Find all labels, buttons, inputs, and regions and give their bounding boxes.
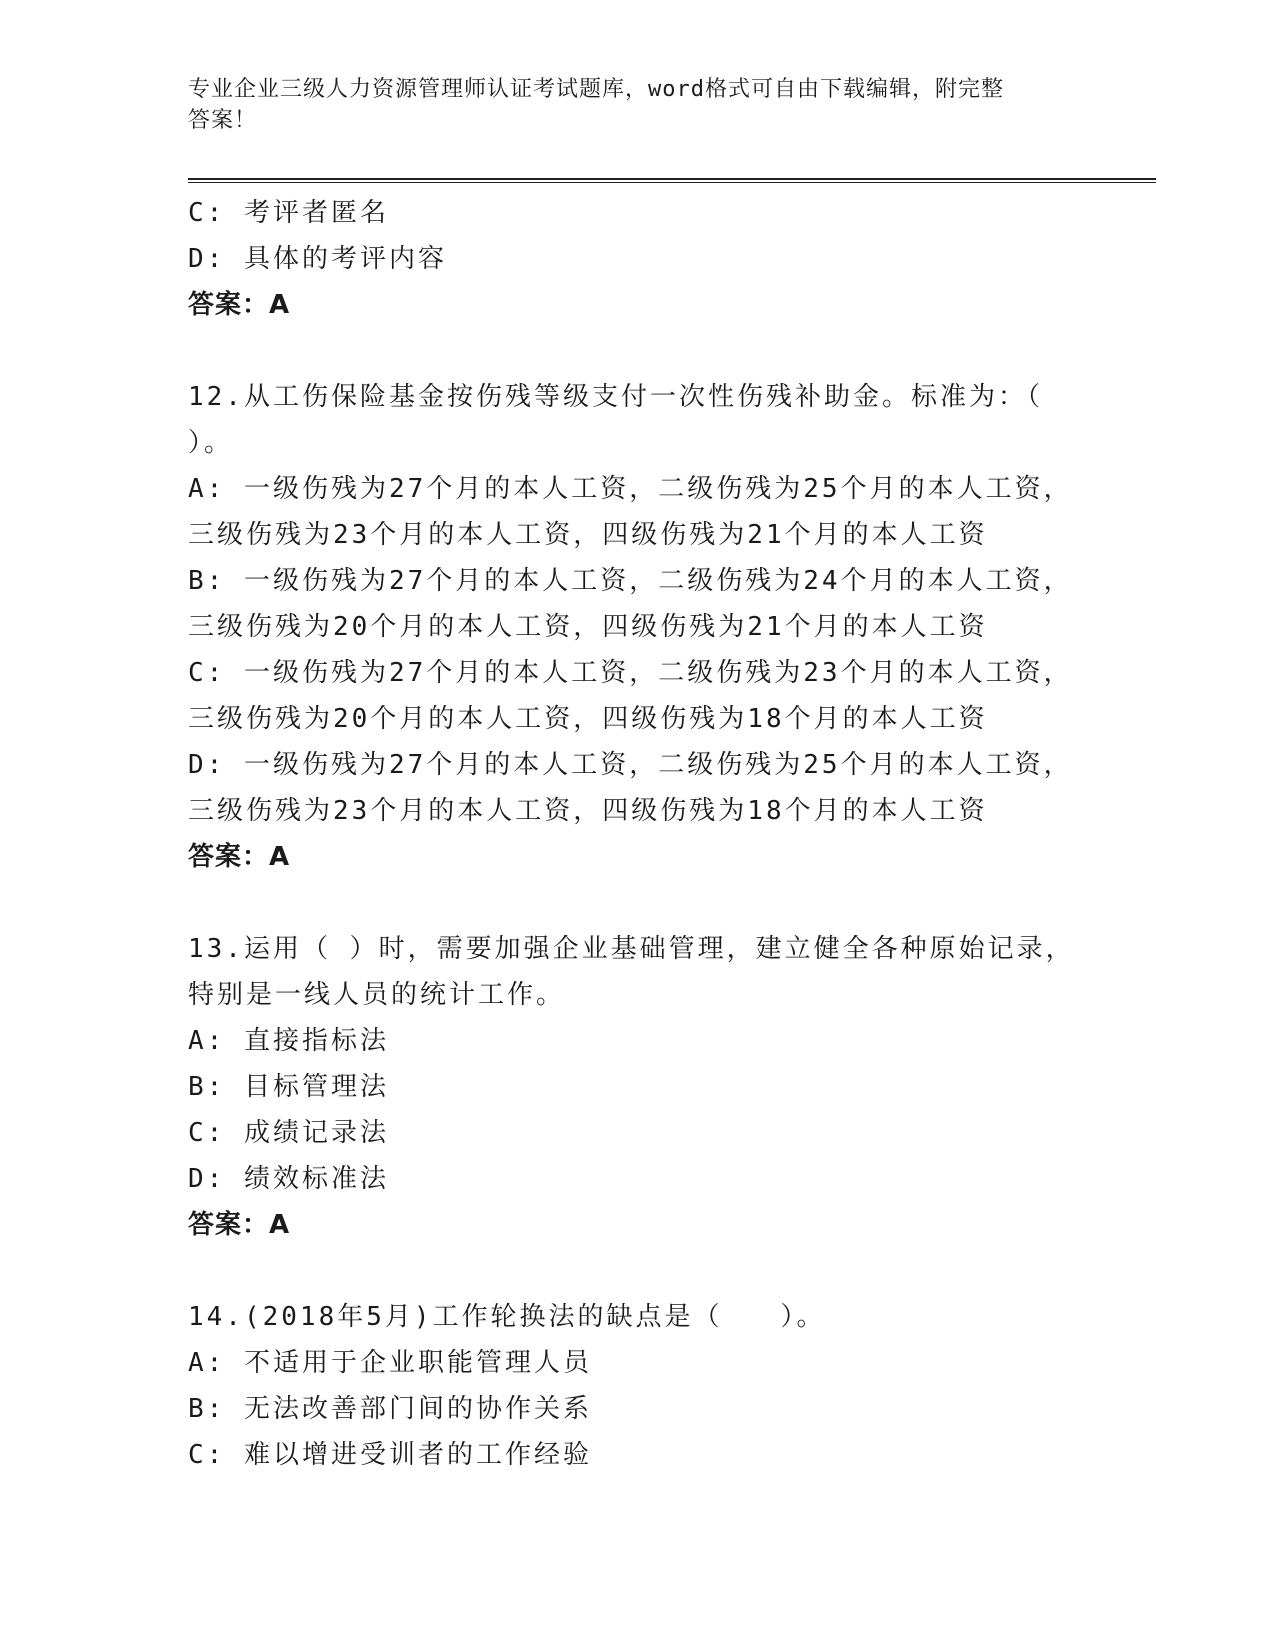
q13-option-c: C: 成绩记录法: [188, 1118, 389, 1148]
q14-option-b: B: 无法改善部门间的协作关系: [188, 1394, 592, 1424]
spacer: [188, 328, 1088, 374]
q13-option-d: D: 绩效标准法: [188, 1164, 389, 1194]
question-13: [188, 926, 1088, 1248]
q13-stem-line-2: 特别是一线人员的统计工作。: [188, 980, 566, 1010]
q12-answer: 答案：A: [188, 842, 291, 872]
q13-stem-line-1: 13.运用（ ）时，需要加强企业基础管理，建立健全各种原始记录，: [188, 934, 1075, 964]
q13-option-b: B: 目标管理法: [188, 1072, 389, 1102]
q13-option-a: A: 直接指标法: [188, 1026, 389, 1056]
q12-option-d-line-1: D: 一级伤残为27个月的本人工资，二级伤残为25个月的本人工资，: [188, 750, 1073, 780]
q12-option-b-line-1: B: 一级伤残为27个月的本人工资，二级伤残为24个月的本人工资，: [188, 566, 1073, 596]
q14-option-c: C: 难以增进受训者的工作经验: [188, 1440, 592, 1470]
header-divider: [188, 178, 1156, 183]
header-line-1: 专业企业三级人力资源管理师认证考试题库，word格式可自由下载编辑，附完整: [188, 77, 1004, 102]
question-12: [188, 374, 1088, 880]
q12-option-a-line-1: A: 一级伤残为27个月的本人工资，二级伤残为25个月的本人工资，: [188, 474, 1073, 504]
header-line-2: 答案！: [188, 108, 258, 133]
q14-option-a: A: 不适用于企业职能管理人员: [188, 1348, 592, 1378]
q12-option-c-line-2: 三级伤残为20个月的本人工资，四级伤残为18个月的本人工资: [188, 704, 988, 734]
q12-option-a-line-2: 三级伤残为23个月的本人工资，四级伤残为21个月的本人工资: [188, 520, 988, 550]
q14-stem: 14.(2018年5月)工作轮换法的缺点是（ ）。: [188, 1302, 826, 1332]
question-11-tail: [188, 190, 1088, 328]
q12-option-d-line-2: 三级伤残为23个月的本人工资，四级伤残为18个月的本人工资: [188, 796, 988, 826]
q11-option-d: D: 具体的考评内容: [188, 244, 447, 274]
q12-stem-line-2: ）。: [188, 428, 234, 458]
q11-answer: 答案：A: [188, 290, 291, 320]
q12-option-b-line-2: 三级伤残为20个月的本人工资，四级伤残为21个月的本人工资: [188, 612, 988, 642]
document-body: [188, 190, 1088, 1478]
q11-option-c: C: 考评者匿名: [188, 198, 389, 228]
q12-option-c-line-1: C: 一级伤残为27个月的本人工资，二级伤残为23个月的本人工资，: [188, 658, 1073, 688]
spacer: [188, 1248, 1088, 1294]
q13-answer: 答案：A: [188, 1210, 291, 1240]
question-14: [188, 1294, 1088, 1478]
page-header: [188, 74, 1078, 136]
spacer: [188, 880, 1088, 926]
q12-stem-line-1: 12.从工伤保险基金按伤残等级支付一次性伤残补助金。标准为：（: [188, 382, 1043, 412]
